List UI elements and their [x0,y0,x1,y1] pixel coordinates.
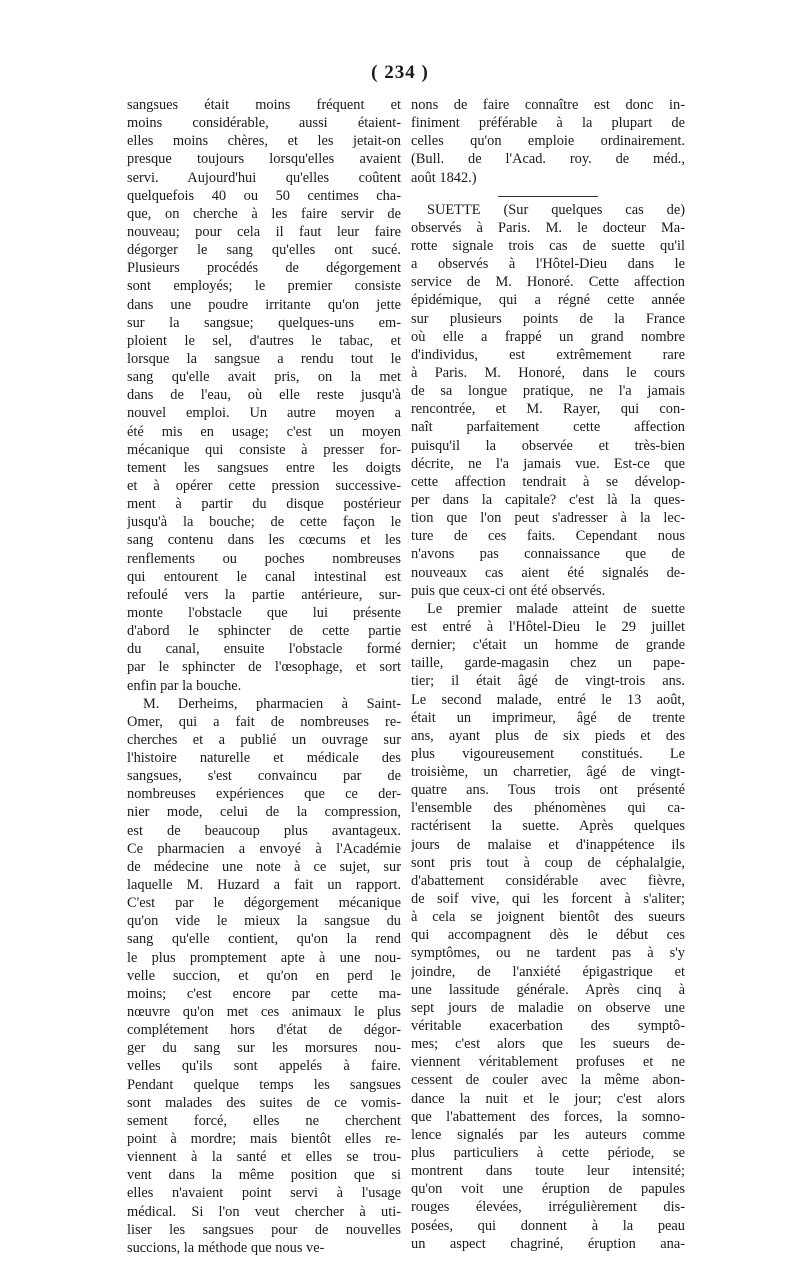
text-line: sont malades des suites de ce vomis- [127,1094,401,1111]
text-line: lence signalés par les auteurs comme [411,1126,685,1143]
text-line: sur plusieurs points de la France [411,310,685,327]
text-line: C'est par le dégorgement mécanique [127,895,401,912]
text-line: n'avons pas connaissance que de [411,546,685,563]
text-line: lorsque la sangsue a rendu tout le [127,350,401,367]
text-line: laquelle M. Huzard a fait un rapport. [127,877,401,894]
text-line: cette affection tendrait à se dévelop- [411,473,685,490]
text-line: du canal, ensuite l'obstacle formé [127,641,401,658]
text-line: rouges élevées, irrégulièrement dis- [411,1199,685,1216]
text-line: d'abattement considérable avec fièvre, [411,872,685,889]
text-line: une lassitude générale. Après cinq à [411,981,685,998]
text-line: monte l'obstacle que lui présente [127,604,401,621]
text-line: taille, garde-magasin chez un pape- [411,655,685,672]
case-report-paragraph [411,600,685,1253]
text-line: était un imprimeur, âgé de trente [411,709,685,726]
text-line: moins considérable, aussi étaient- [127,115,401,132]
text-line: posées, qui donnent à la peau [411,1217,685,1234]
paragraph [127,96,401,695]
text-line: montrent dans toute leur intensité; [411,1163,685,1180]
text-line: plus particuliers à cette période, se [411,1145,685,1162]
text-line: sang qu'elle contient, qu'on la rend [127,931,401,948]
text-line: août 1842.) [411,169,477,186]
text-line: décrite, ne l'a jamais vue. Est-ce que [411,455,685,472]
text-line: viennent à la santé et elles se trou- [127,1149,401,1166]
text-line: servi. Aujourd'hui qu'elles coûtent [127,169,401,186]
text-line: sang contenu dans les cœcums et les [127,532,401,549]
text-line: le plus promptement apte à une nou- [127,949,401,966]
text-line: et à opérer cette pression successive- [127,477,401,494]
text-line: véritable exacerbation des symptô- [411,1018,685,1035]
text-line: ploient le sel, d'autres le tabac, et [127,332,401,349]
text-line: de soif vive, qui les forcent à s'aliter; [411,891,685,908]
text-line: velle succion, et qu'on en perd le [127,967,401,984]
text-line: succions, la méthode que nous ve- [127,1239,325,1256]
text-line: quatre ans. Tous trois ont présenté [411,782,685,799]
text-line: velles qu'ils sont appelés à faire. [127,1058,401,1075]
text-line: sur la sangsue; quelques-uns em- [127,314,401,331]
text-line: que, on cherche à les faire servir de [127,205,401,222]
text-line: Le premier malade atteint de suette [427,600,685,617]
text-line: tier; il était âgé de vingt-trois ans. [411,673,685,690]
text-line: été mis en usage; c'est un moyen [127,423,401,440]
text-line: dégorger le sang qu'elles ont sucé. [127,242,401,259]
text-line: observés à Paris. M. le docteur Ma- [411,219,685,236]
text-line: ans, ayant plus de six pieds et des [411,727,685,744]
text-line: épidémique, qui a régné cette année [411,292,685,309]
text-line: quelquefois 40 ou 50 centimes cha- [127,187,401,204]
text-line: est entré à l'Hôtel-Dieu le 29 juillet [411,618,685,635]
left-column [127,96,401,1257]
text-line: point à mordre; mais bientôt elles re- [127,1131,401,1148]
text-line: celles qu'on emploie ordinairement. [411,133,685,150]
text-line: par le sphincter de l'œsophage, et sort [127,659,401,676]
text-line: finiment préférable à la plupart de [411,115,685,132]
text-line: un aspect chagriné, éruption ana- [411,1235,685,1252]
text-line: plus vigoureusement constitués. Le [411,745,685,762]
text-line: renflements ou poches nombreuses [127,550,401,567]
text-line: que l'abattement des forces, la somno- [411,1108,685,1125]
text-line: nouvel emploi. Un autre moyen a [127,405,401,422]
text-line: refoulé vers la partie antérieure, sur- [127,586,401,603]
text-line: sept jours de maladie on observe une [411,999,685,1016]
text-line: l'ensemble des phénomènes qui ca- [411,800,685,817]
text-line: Omer, qui a fait de nombreuses re- [127,713,401,730]
text-line: symptômes, ou ne tardent pas à s'y [411,945,685,962]
text-line: qu'on vide le mieux la sangsue du [127,913,401,930]
text-line: de sa longue pratique, ne l'a jamais [411,383,685,400]
text-line: sang qu'elle avait pris, on la met [127,369,401,386]
text-line: ractérisent la suette. Après quelques [411,818,685,835]
text-line: vent dans la même position que si [127,1167,401,1184]
text-line: nier mode, celui de la compression, [127,804,401,821]
text-line: naît parfaitement cette affection [411,419,685,436]
text-line: Ce pharmacien a envoyé à l'Académie [127,840,401,857]
text-line: tement les sangsues entre les doigts [127,459,401,476]
text-line: mécanique qui consiste à presser for- [127,441,401,458]
text-line: troisième, un charretier, âgé de vingt- [411,764,685,781]
text-line: M. Derheims, pharmacien à Saint- [143,695,401,712]
text-line: per dans la capitale? c'est là la ques- [411,491,685,508]
text-line: nouveau; pour cela il faut leur faire [127,223,401,240]
text-line: sont pris tout à coup de céphalalgie, [411,854,685,871]
text-line: moins; c'est encore par cette ma- [127,985,401,1002]
text-line: médical. Si l'on veut chercher à uti- [127,1203,401,1220]
text-line: dans une poudre irritante qu'on jette [127,296,401,313]
text-line: a observés à l'Hôtel-Dieu dans le [411,256,685,273]
text-line: tion que l'on peut s'adresser à la lec- [411,510,685,527]
text-line: où elle a frappé un grand nombre [411,328,685,345]
text-line: puis que ceux-ci ont été observés. [411,582,606,599]
text-line: cessent de couler avec la même abon- [411,1072,685,1089]
text-line: joindre, de l'anxiété épigastrique et [411,963,685,980]
text-line: (Bull. de l'Acad. roy. de méd., [411,151,685,168]
text-line: SUETTE (Sur quelques cas de) [427,201,685,218]
text-line: Le second malade, entré le 13 août, [411,691,685,708]
text-line: viennent véritablement profuses et ne [411,1054,685,1071]
text-line: elles n'avaient point servi à l'usage [127,1185,401,1202]
text-line: Pendant quelque temps les sangsues [127,1076,401,1093]
text-line: cherches et a publié un ouvrage sur [127,731,401,748]
text-line: qui entourent le canal intestinal est [127,568,401,585]
text-line: de médecine une note à ce sujet, sur [127,858,401,875]
text-line: ger du sang sur les morsures nou- [127,1040,401,1057]
paragraph [127,695,401,1257]
text-line: jusqu'à la bouche; de cette façon le [127,514,401,531]
text-line: qui accompagnent dès le début ces [411,927,685,944]
text-line: Plusieurs procédés de dégorgement [127,260,401,277]
page-number: ( 234 ) [371,62,429,83]
text-line: nouveaux cas aient été signalés de- [411,564,685,581]
section-divider [498,196,598,197]
text-line: complétement hors d'état de dégor- [127,1022,401,1039]
text-line: dans de l'eau, où elle reste jusqu'à [127,387,401,404]
text-line: d'abord le sphincter de cette partie [127,623,401,640]
right-column [411,96,685,1253]
text-line: sangsues, s'est convaincu par de [127,768,401,785]
text-line: service de M. Honoré. Cette affection [411,274,685,291]
text-line: rotte signale trois cas de suette qu'il [411,237,685,254]
text-line: sont employés; le premier consiste [127,278,401,295]
text-line: ment à partir du disque postérieur [127,496,401,513]
text-line: elles moins chères, et les jetait-on [127,133,401,150]
text-line: est de beaucoup plus avantageux. [127,822,401,839]
text-line: sangsues était moins fréquent et [127,97,401,113]
text-line: enfin par la bouche. [127,677,242,694]
text-line: sement forcé, elles ne cherchent [127,1112,401,1129]
text-line: qu'on voit une éruption de papules [411,1181,685,1198]
text-line: mes; c'est alors que les sueurs de- [411,1036,685,1053]
text-line: liser les sangsues pour de nouvelles [127,1221,401,1238]
text-line: à Paris. M. Honoré, dans le cours [411,364,685,381]
continued-paragraph [411,96,685,187]
text-line: nœuvre qu'on met ces animaux le plus [127,1004,401,1021]
text-line: dance la nuit et le jour; c'est alors [411,1090,685,1107]
text-line: puisqu'il la observée et très-bien [411,437,685,454]
text-line: l'histoire naturelle et médicale des [127,750,401,767]
text-line: rencontrée, et M. Rayer, qui con- [411,401,685,418]
text-line: d'individus, est extrêmement rare [411,346,685,363]
text-line: nons de faire connaître est donc in- [411,97,685,113]
text-line: à cela se joignent bientôt des sueurs [411,909,685,926]
text-line: jours de malaise et d'inappétence ils [411,836,685,853]
text-line: presque toujours lorsqu'elles avaient [127,151,401,168]
text-line: ture de ces faits. Cependant nous [411,528,685,545]
text-line: dernier; c'était un homme de grande [411,637,685,654]
text-line: nombreuses expériences que ce der- [127,786,401,803]
suette-article [411,201,685,600]
